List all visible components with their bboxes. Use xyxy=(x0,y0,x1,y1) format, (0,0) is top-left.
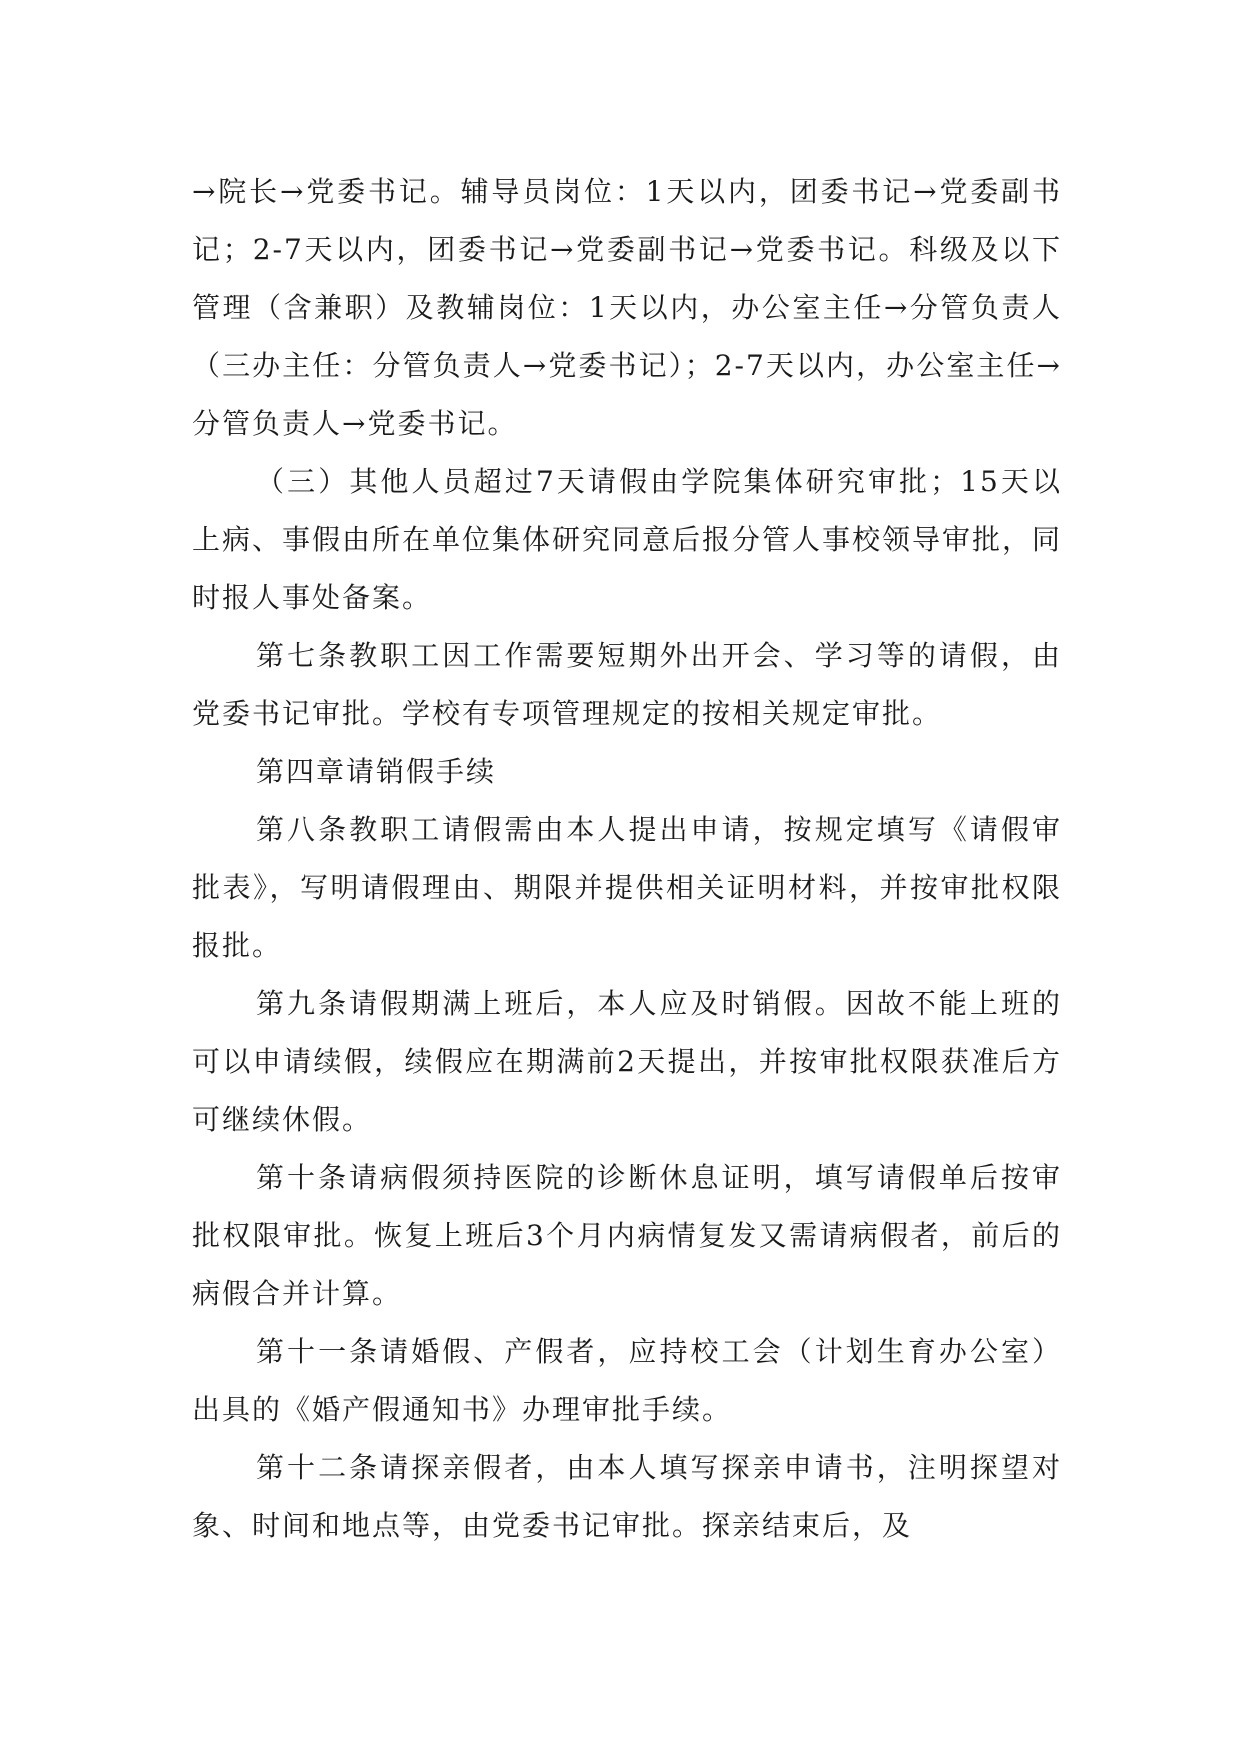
paragraph-article-12: 第十二条请探亲假者，由本人填写探亲申请书，注明探望对象、时间和地点等，由党委书记审批。探亲结束后，及 xyxy=(192,1451,1062,1542)
paragraph-article-10: 第十条请病假须持医院的诊断休息证明，填写请假单后按审批权限审批。恢复上班后3个月内病情复发又需请病假者，前后的病假合并计算。 xyxy=(192,1161,1062,1310)
paragraph-article-9: 第九条请假期满上班后，本人应及时销假。因故不能上班的可以申请续假，续假应在期满前2天提出，并按审批权限获准后方可继续休假。 xyxy=(192,987,1062,1136)
paragraph-article-8: 第八条教职工请假需由本人提出申请，按规定填写《请假审批表》，写明请假理由、期限并提供相关证明材料，并按审批权限报批。 xyxy=(192,813,1062,962)
paragraph-section-three: （三）其他人员超过7天请假由学院集体研究审批；15天以上病、事假由所在单位集体研究同意后报分管人事校领导审批，同时报人事处备案。 xyxy=(192,465,1063,614)
chapter-heading-4: 第四章请销假手续 xyxy=(256,755,497,788)
paragraph-article-7: 第七条教职工因工作需要短期外出开会、学习等的请假，由党委书记审批。学校有专项管理规定的按相关规定审批。 xyxy=(192,639,1062,730)
document-body xyxy=(192,163,1062,1555)
paragraph-approval-chain: →院长→党委书记。辅导员岗位：1天以内，团委书记→党委副书记；2-7天以内，团委书记→党委副书记→党委书记。科级及以下管理（含兼职）及教辅岗位：1天以内，办公室主任→分管负责人（三办主任：分管负责人→党委书记）；2-7天以内，办公室主任→分管负责人→党委书记。 xyxy=(192,175,1062,440)
paragraph-article-11: 第十一条请婚假、产假者，应持校工会（计划生育办公室）出具的《婚产假通知书》办理审批手续。 xyxy=(192,1335,1062,1426)
